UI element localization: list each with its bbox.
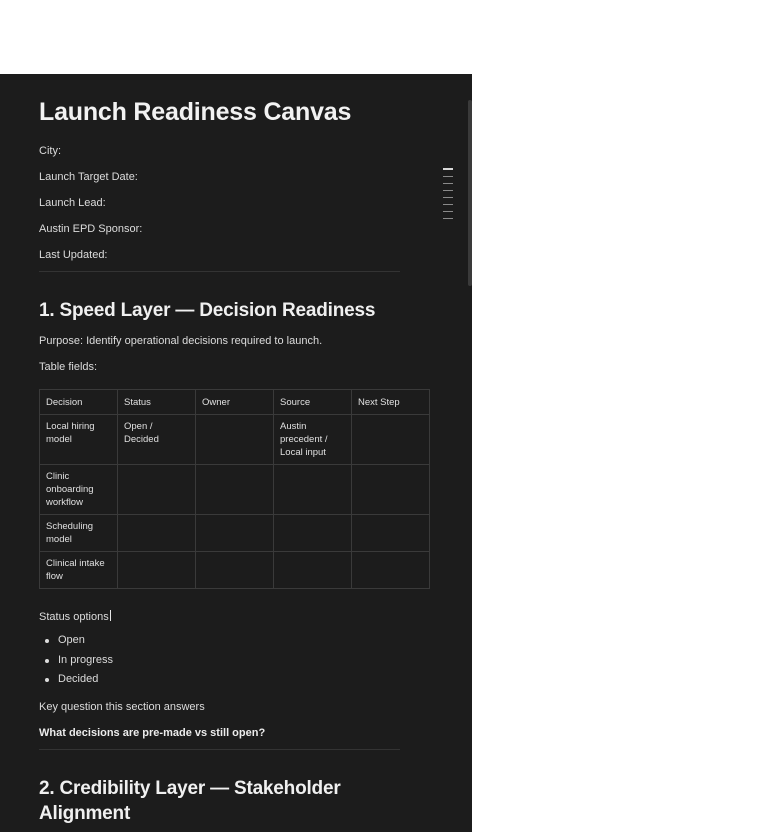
- document-panel: [0, 74, 472, 832]
- table-row: [40, 515, 430, 552]
- table-row: [40, 465, 430, 515]
- table-cell[interactable]: [118, 515, 196, 552]
- toc-marker[interactable]: [443, 218, 453, 219]
- list-item[interactable]: In progress: [39, 654, 113, 674]
- table-header-cell[interactable]: Status: [118, 390, 196, 415]
- table-header-cell[interactable]: Source: [274, 390, 352, 415]
- table-cell[interactable]: Scheduling model: [40, 515, 118, 552]
- meta-launch-lead[interactable]: Launch Lead:: [39, 197, 106, 209]
- table-cell[interactable]: Open / Decided: [118, 415, 196, 465]
- key-question[interactable]: What decisions are pre-made vs still open?: [39, 727, 266, 739]
- toc-marker[interactable]: [443, 211, 453, 212]
- list-item[interactable]: Decided: [39, 673, 113, 693]
- table-cell[interactable]: [352, 465, 430, 515]
- toc-marker[interactable]: [443, 168, 453, 170]
- section1-purpose[interactable]: Purpose: Identify operational decisions required to launch.: [39, 335, 323, 347]
- table-cell[interactable]: [196, 515, 274, 552]
- toc-marker[interactable]: [443, 204, 453, 205]
- table-cell[interactable]: [196, 552, 274, 589]
- section1-table-fields[interactable]: Table fields:: [39, 361, 98, 373]
- table-header-cell[interactable]: Owner: [196, 390, 274, 415]
- status-options-label[interactable]: [39, 610, 111, 623]
- table-row: [40, 415, 430, 465]
- table-cell[interactable]: [274, 515, 352, 552]
- meta-sponsor[interactable]: Austin EPD Sponsor:: [39, 223, 143, 235]
- text-cursor: [110, 610, 111, 621]
- table-header-cell[interactable]: Next Step: [352, 390, 430, 415]
- table-cell[interactable]: [352, 415, 430, 465]
- key-question-label[interactable]: Key question this section answers: [39, 701, 205, 713]
- table-cell[interactable]: [274, 552, 352, 589]
- scrollbar-thumb[interactable]: [468, 100, 472, 286]
- table-cell[interactable]: Austin precedent / Local input: [274, 415, 352, 465]
- table-header-row: [40, 390, 430, 415]
- table-cell[interactable]: Clinical intake flow: [40, 552, 118, 589]
- table-cell[interactable]: [352, 515, 430, 552]
- table-row: [40, 552, 430, 589]
- table-cell[interactable]: [196, 465, 274, 515]
- toc-marker[interactable]: [443, 190, 453, 191]
- table-cell[interactable]: [118, 552, 196, 589]
- toc-marker[interactable]: [443, 183, 453, 184]
- table-cell[interactable]: Clinic onboarding workflow: [40, 465, 118, 515]
- status-options-list: [39, 634, 113, 693]
- decision-table[interactable]: [39, 389, 430, 589]
- meta-launch-target-date[interactable]: Launch Target Date:: [39, 171, 138, 183]
- toc-marker[interactable]: [443, 176, 453, 177]
- table-cell[interactable]: [274, 465, 352, 515]
- divider: [39, 271, 400, 272]
- meta-city[interactable]: City:: [39, 145, 61, 157]
- meta-last-updated[interactable]: Last Updated:: [39, 249, 108, 261]
- table-cell[interactable]: Local hiring model: [40, 415, 118, 465]
- table-of-contents-minimap[interactable]: [443, 168, 453, 225]
- table-header-cell[interactable]: Decision: [40, 390, 118, 415]
- table-cell[interactable]: [118, 465, 196, 515]
- divider: [39, 749, 400, 750]
- toc-marker[interactable]: [443, 197, 453, 198]
- list-item[interactable]: Open: [39, 634, 113, 654]
- table-cell[interactable]: [352, 552, 430, 589]
- status-options-text: Status options: [39, 611, 109, 623]
- section1-heading: 1. Speed Layer — Decision Readiness: [39, 300, 376, 321]
- table-cell[interactable]: [196, 415, 274, 465]
- page-title: Launch Readiness Canvas: [39, 98, 352, 126]
- section2-heading: 2. Credibility Layer — Stakeholder Alignment: [39, 778, 341, 824]
